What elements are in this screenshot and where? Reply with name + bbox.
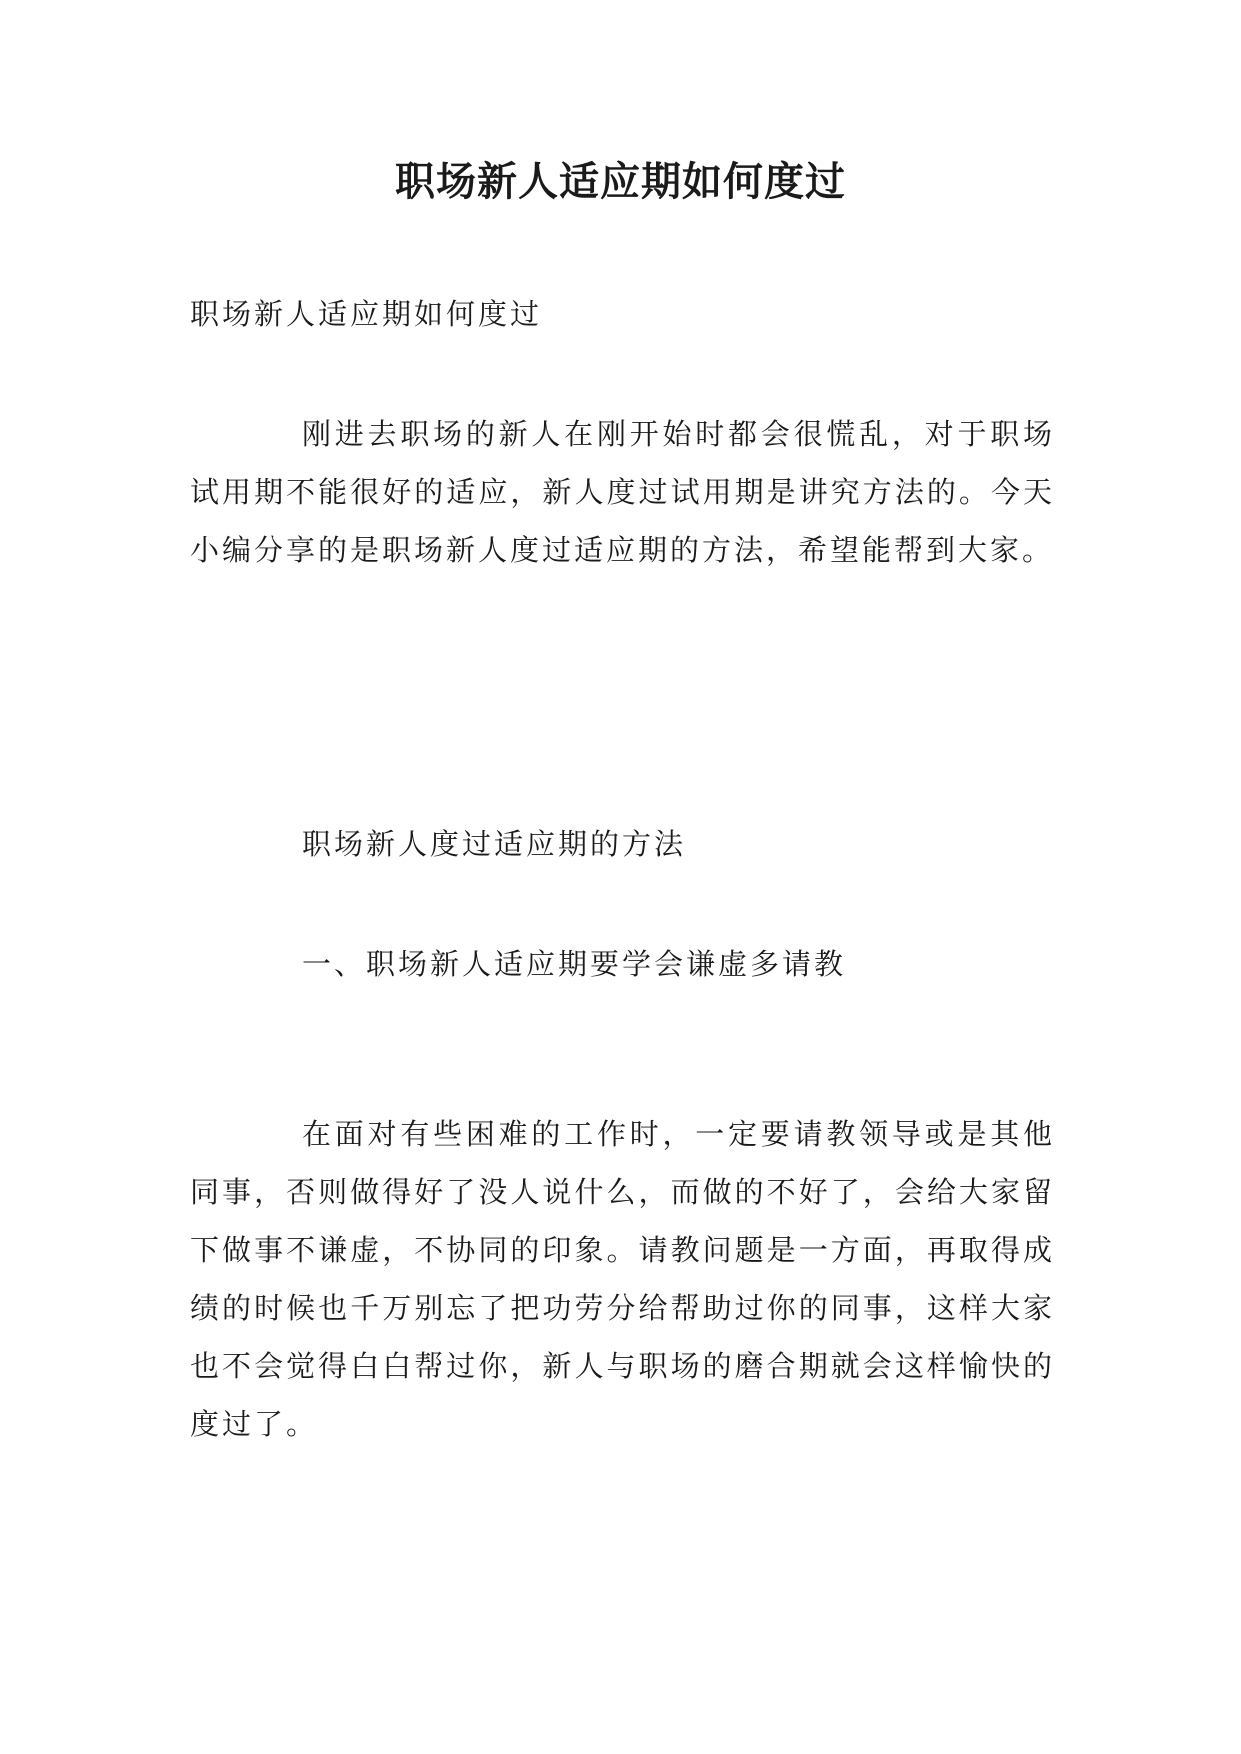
point-one-heading: 一、职场新人适应期要学会谦虚多请教	[302, 947, 847, 981]
document-title: 职场新人适应期如何度过	[395, 158, 846, 205]
document-subtitle: 职场新人适应期如何度过	[190, 297, 543, 331]
intro-paragraph: 刚进去职场的新人在刚开始时都会很慌乱，对于职场试用期不能很好的适应，新人度过试用期是讲究方法的。今天小编分享的是职场新人度过适应期的方法，希望能帮到大家。	[190, 417, 1055, 567]
methods-heading: 职场新人度过适应期的方法	[302, 827, 687, 861]
point-one-paragraph: 在面对有些困难的工作时，一定要请教领导或是其他同事，否则做得好了没人说什么，而做的不好了，会给大家留下做事不谦虚，不协同的印象。请教问题是一方面，再取得成绩的时候也千万别忘了把功劳分给帮助过你的同事，这样大家也不会觉得白白帮过你，新人与职场的磨合期就会这样愉快的度过了。	[190, 1117, 1055, 1441]
